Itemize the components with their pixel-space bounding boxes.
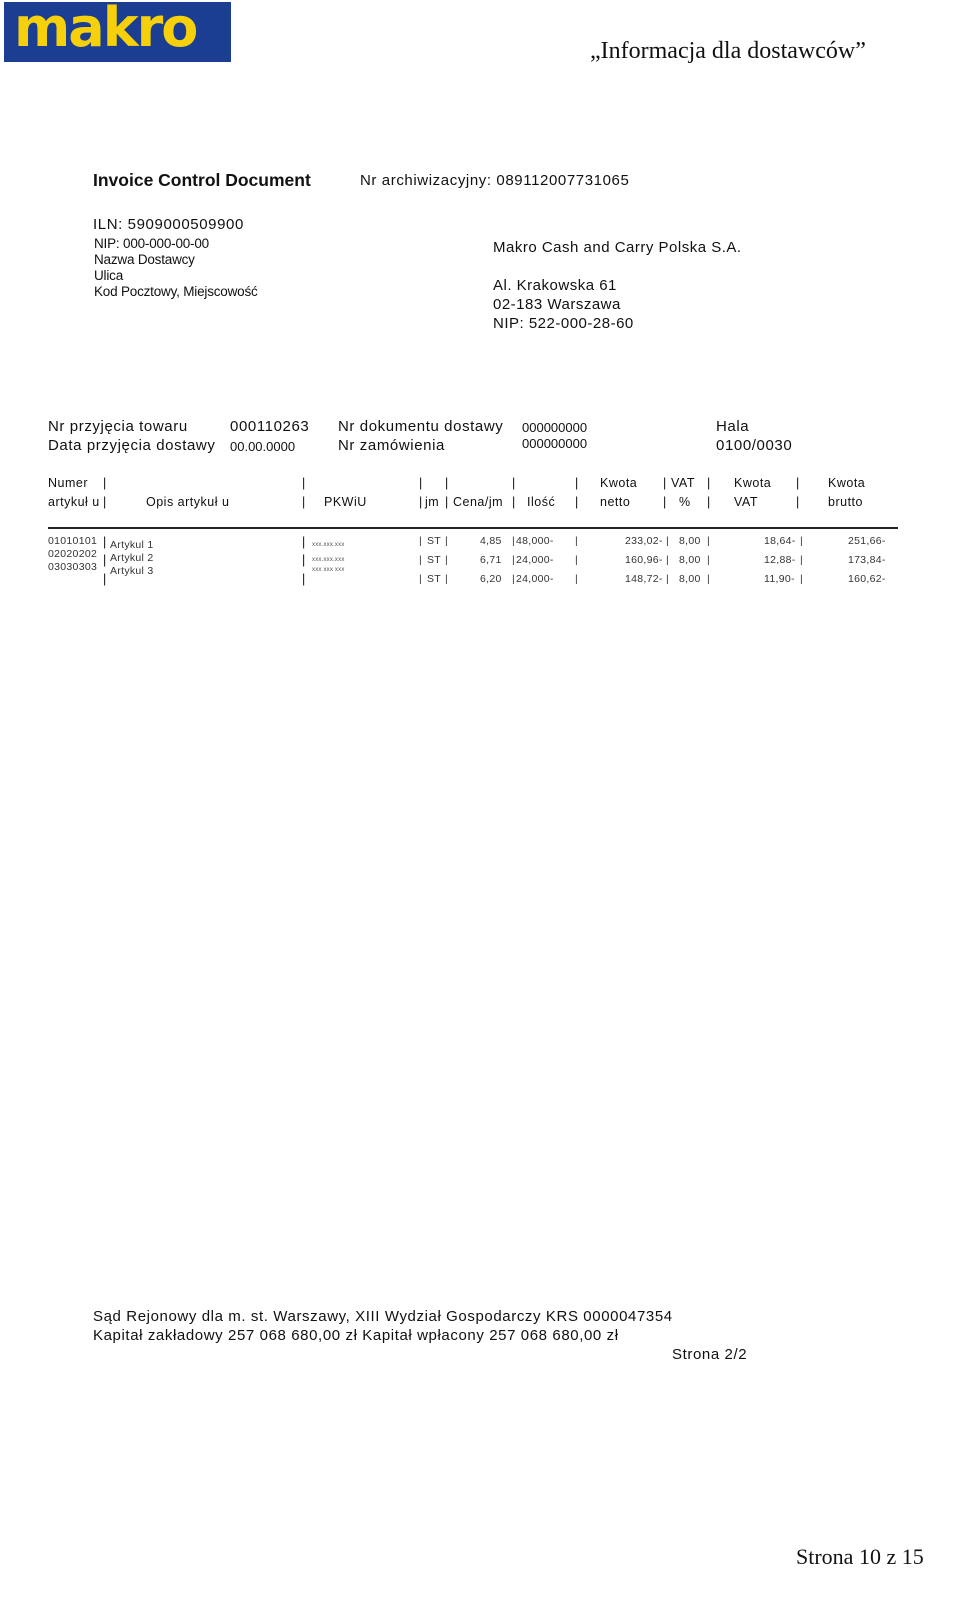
receipt-date: 00.00.0000 — [230, 439, 296, 454]
col-separator: | — [419, 495, 423, 509]
item-description: Artykul 2 — [110, 552, 154, 564]
logo-text: makro — [14, 0, 197, 59]
document-title: Invoice Control Document — [93, 170, 311, 190]
hall-label: Hala — [716, 418, 750, 435]
col-separator: | — [575, 476, 579, 490]
item-net: 148,72- — [625, 573, 663, 585]
receipt-date-label: Data przyjęcia dostawy — [48, 437, 216, 454]
order-number: 000000000 — [522, 436, 588, 451]
col-opis-header: Opis artykuł u — [146, 495, 230, 509]
item-pkwiu: xxx.xxx.xxx — [312, 542, 345, 548]
col-pkwiu-header: PKWiU — [324, 495, 367, 509]
col-vat-pct-header: % — [679, 495, 691, 509]
col-separator: | — [575, 495, 579, 509]
col-separator: | — [800, 554, 804, 566]
col-separator: | — [575, 573, 579, 585]
col-separator: | — [512, 495, 516, 509]
col-jm-header: jm — [425, 495, 440, 509]
item-number: 03030303 — [48, 561, 98, 573]
item-unit: ST — [427, 535, 442, 547]
col-separator: | — [302, 535, 306, 549]
item-number: 02020202 — [48, 548, 98, 560]
col-separator: | — [707, 535, 711, 547]
receipt-number: 000110263 — [230, 418, 310, 435]
item-pkwiu: xxx.xxx.xxx — [312, 557, 345, 563]
share-capital: Kapitał zakładowy 257 068 680,00 zł Kapitał wpłacony 257 068 680,00 zł — [93, 1327, 619, 1344]
col-separator: | — [302, 495, 306, 509]
makro-street: Al. Krakowska 61 — [493, 277, 617, 294]
supplier-name: Nazwa Dostawcy — [94, 252, 195, 267]
col-separator: | — [302, 572, 306, 586]
item-description: Artykul 1 — [110, 539, 154, 551]
item-vat-rate: 8,00 — [679, 535, 701, 547]
item-description: Artykul 3 — [110, 565, 154, 577]
col-separator: | — [512, 476, 516, 490]
col-separator: | — [419, 535, 423, 547]
col-separator: | — [800, 573, 804, 585]
supplier-iln: ILN: 5909000509900 — [93, 216, 244, 233]
col-separator: | — [666, 554, 670, 566]
col-separator: | — [512, 573, 516, 585]
col-separator: | — [103, 572, 107, 586]
receipt-number-label: Nr przyjęcia towaru — [48, 418, 188, 435]
col-separator: | — [796, 495, 800, 509]
item-price: 4,85 — [480, 535, 502, 547]
delivery-document-label: Nr dokumentu dostawy — [338, 418, 504, 435]
col-artykulu-header: artykuł u — [48, 495, 100, 509]
item-price: 6,20 — [480, 573, 502, 585]
item-vat-rate: 8,00 — [679, 573, 701, 585]
item-number: 01010101 — [48, 535, 98, 547]
item-vat-amount: 12,88- — [764, 554, 796, 566]
item-quantity: 48,000- — [516, 535, 554, 547]
item-vat-amount: 11,90- — [764, 573, 795, 585]
col-separator: | — [707, 476, 711, 490]
col-separator: | — [445, 554, 449, 566]
item-net: 233,02- — [625, 535, 663, 547]
supplier-street: Ulica — [94, 268, 124, 283]
delivery-document-number: 000000000 — [522, 420, 588, 435]
col-separator: | — [575, 554, 579, 566]
col-separator: | — [512, 535, 516, 547]
col-ilosc-header: Ilość — [527, 495, 556, 509]
item-quantity: 24,000- — [516, 573, 554, 585]
col-separator: | — [419, 476, 423, 490]
col-separator: | — [707, 554, 711, 566]
col-separator: | — [666, 535, 670, 547]
item-vat-rate: 8,00 — [679, 554, 701, 566]
supplier-city: Kod Pocztowy, Miejscowość — [94, 284, 258, 299]
document-page-number: Strona 2/2 — [672, 1346, 748, 1363]
col-vat-amount-header: VAT — [734, 495, 758, 509]
col-kwota-netto-header: Kwota — [600, 476, 638, 490]
item-unit: ST — [427, 554, 442, 566]
col-separator: | — [103, 553, 107, 567]
col-netto-header: netto — [600, 495, 631, 509]
page-heading: „Informacja dla dostawców” — [590, 38, 866, 64]
makro-logo — [4, 2, 231, 62]
item-vat-amount: 18,64- — [764, 535, 796, 547]
col-separator: | — [445, 476, 449, 490]
col-separator: | — [796, 476, 800, 490]
court-registration: Sąd Rejonowy dla m. st. Warszawy, XIII Wydział Gospodarczy KRS 0000047354 — [93, 1308, 673, 1325]
item-gross: 251,66- — [848, 535, 886, 547]
col-separator: | — [419, 554, 423, 566]
col-separator: | — [800, 535, 804, 547]
item-price: 6,71 — [480, 554, 502, 566]
col-separator: | — [302, 476, 306, 490]
col-separator: | — [666, 573, 670, 585]
col-cena-header: Cena/jm — [453, 495, 504, 509]
col-vat-header: VAT — [671, 476, 695, 490]
table-header-rule — [48, 527, 898, 529]
col-kwota-brutto-header: Kwota — [828, 476, 866, 490]
col-separator: | — [419, 573, 423, 585]
item-gross: 173,84- — [848, 554, 886, 566]
col-brutto-header: brutto — [828, 495, 863, 509]
item-net: 160,96- — [625, 554, 663, 566]
col-separator: | — [663, 476, 667, 490]
col-separator: | — [103, 476, 107, 490]
makro-nip: NIP: 522-000-28-60 — [493, 315, 634, 332]
page-number: Strona 10 z 15 — [796, 1544, 924, 1569]
col-separator: | — [103, 495, 107, 509]
item-unit: ST — [427, 573, 442, 585]
item-quantity: 24,000- — [516, 554, 554, 566]
col-separator: | — [512, 554, 516, 566]
supplier-nip: NIP: 000-000-00-00 — [94, 236, 209, 251]
col-separator: | — [445, 535, 449, 547]
col-separator: | — [445, 495, 449, 509]
col-kwota-vat-header: Kwota — [734, 476, 772, 490]
col-separator: | — [445, 573, 449, 585]
col-separator: | — [575, 535, 579, 547]
col-numer-header: Numer — [48, 476, 89, 490]
order-number-label: Nr zamówienia — [338, 437, 445, 454]
makro-company: Makro Cash and Carry Polska S.A. — [493, 239, 742, 256]
makro-city: 02-183 Warszawa — [493, 296, 621, 313]
col-separator: | — [302, 553, 306, 567]
col-separator: | — [707, 495, 711, 509]
col-separator: | — [663, 495, 667, 509]
hall-number: 0100/0030 — [716, 437, 793, 454]
item-pkwiu: xxx xxx xxx — [312, 567, 345, 573]
col-separator: | — [707, 573, 711, 585]
col-separator: | — [103, 535, 107, 549]
archive-number: Nr archiwizacyjny: 089112007731065 — [360, 172, 630, 189]
item-gross: 160,62- — [848, 573, 886, 585]
